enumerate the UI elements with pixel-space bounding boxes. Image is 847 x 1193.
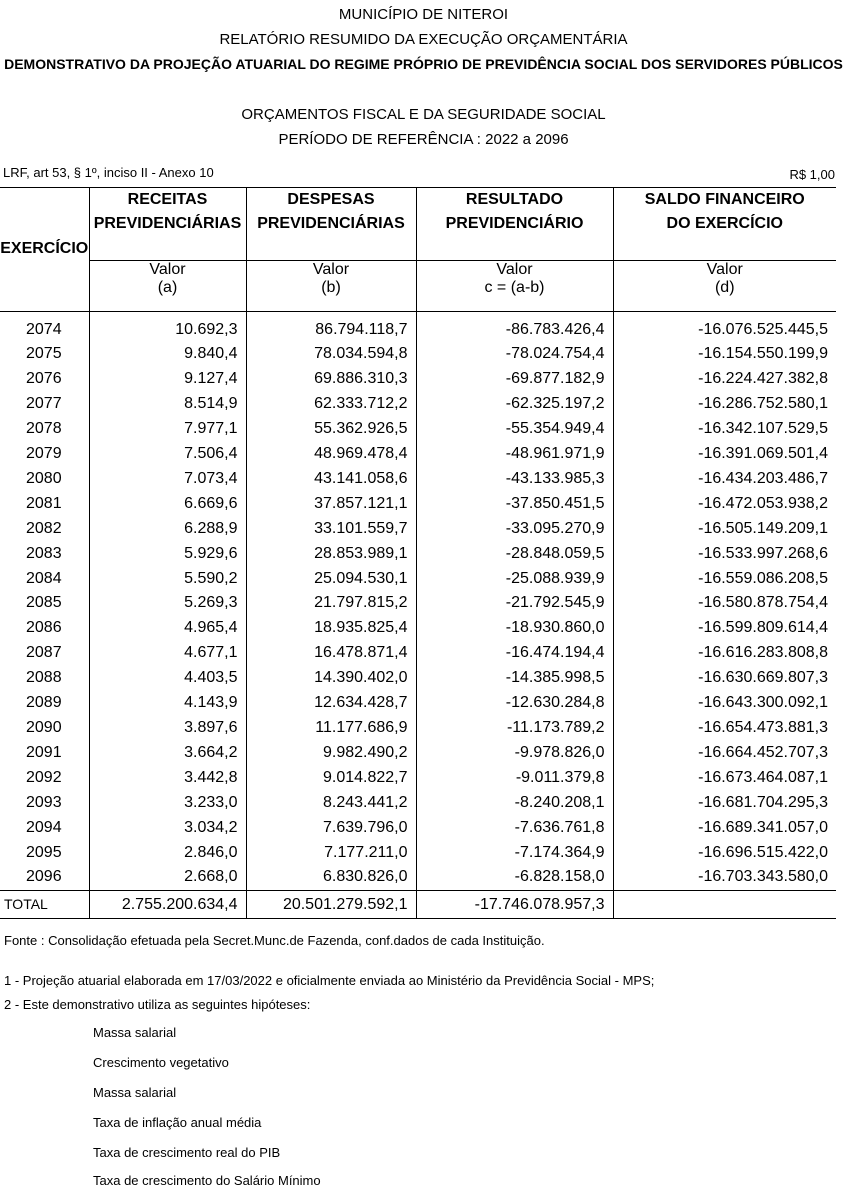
header-despesas: DESPESAS PREVIDENCIÁRIAS (246, 188, 416, 261)
header-saldo: SALDO FINANCEIRO DO EXERCÍCIO (613, 188, 836, 261)
despesas-cell: 9.982.490,2 (246, 741, 416, 766)
receitas-cell: 7.506,4 (89, 442, 246, 467)
resultado-cell: -7.636.761,8 (416, 816, 613, 841)
hypothesis-item: Taxa de crescimento real do PIB (93, 1145, 281, 1160)
despesas-cell: 37.857.121,1 (246, 492, 416, 517)
receitas-cell: 3.897,6 (89, 716, 246, 741)
saldo-cell: -16.689.341.057,0 (698, 818, 828, 836)
resultado-cell: -8.240.208,1 (416, 791, 613, 816)
hypothesis-item: Crescimento vegetativo (93, 1055, 229, 1070)
currency-unit: R$ 1,00 (789, 167, 835, 182)
year-cell: 2075 (0, 342, 89, 367)
saldo-cell: -16.703.343.580,0 (698, 868, 828, 886)
receitas-cell: 6.288,9 (89, 517, 246, 542)
receitas-cell: 5.269,3 (89, 591, 246, 616)
despesas-cell: 55.362.926,5 (246, 417, 416, 442)
resultado-cell: -25.088.939,9 (416, 567, 613, 592)
despesas-cell: 33.101.559,7 (246, 517, 416, 542)
despesas-cell: 14.390.402,0 (246, 666, 416, 691)
receitas-cell: 5.929,6 (89, 542, 246, 567)
receitas-cell: 7.073,4 (89, 467, 246, 492)
saldo-cell: -16.533.997.268,6 (698, 544, 828, 562)
despesas-cell: 43.141.058,6 (246, 467, 416, 492)
municipality-title: MUNICÍPIO DE NITEROI (338, 6, 509, 23)
saldo-cell: -16.616.283.808,8 (698, 644, 828, 662)
table-row (0, 417, 836, 442)
header-exercicio: EXERCÍCIO (0, 188, 89, 261)
table-row (0, 591, 836, 616)
saldo-cell: -16.342.107.529,5 (698, 420, 828, 438)
year-cell: 2080 (0, 467, 89, 492)
resultado-cell: -21.792.545,9 (416, 591, 613, 616)
receitas-cell: 10.692,3 (89, 311, 246, 342)
total-label: TOTAL (0, 891, 89, 919)
saldo-cell: -16.076.525.445,5 (698, 320, 828, 338)
legal-reference: LRF, art 53, § 1º, inciso II - Anexo 10 (3, 165, 214, 180)
year-cell: 2088 (0, 666, 89, 691)
resultado-cell: -48.961.971,9 (416, 442, 613, 467)
table-row (0, 492, 836, 517)
receitas-cell: 6.669,6 (89, 492, 246, 517)
year-cell: 2094 (0, 816, 89, 841)
table-row (0, 442, 836, 467)
total-despesas-cell: 20.501.279.592,1 (246, 891, 416, 919)
year-cell: 2086 (0, 616, 89, 641)
resultado-cell: -9.011.379,8 (416, 766, 613, 791)
resultado-cell: -16.474.194,4 (416, 641, 613, 666)
total-saldo-cell (613, 891, 836, 919)
report-title: RELATÓRIO RESUMIDO DA EXECUÇÃO ORÇAMENTÁRIA (219, 31, 628, 48)
statement-title: DEMONSTRATIVO DA PROJEÇÃO ATUARIAL DO REGIME PRÓPRIO DE PREVIDÊNCIA SOCIAL DOS SERVIDORES PÚBLICOS (4, 56, 843, 72)
despesas-cell: 69.886.310,3 (246, 367, 416, 392)
saldo-cell: -16.673.464.087,1 (698, 768, 828, 786)
despesas-cell: 48.969.478,4 (246, 442, 416, 467)
saldo-cell: -16.559.086.208,5 (698, 569, 828, 587)
saldo-cell: -16.391.069.501,4 (698, 445, 828, 463)
resultado-cell: -9.978.826,0 (416, 741, 613, 766)
table-row (0, 816, 836, 841)
saldo-cell: -16.599.809.614,4 (698, 619, 828, 637)
resultado-cell: -86.783.426,4 (416, 311, 613, 342)
year-cell: 2077 (0, 392, 89, 417)
year-cell: 2083 (0, 542, 89, 567)
year-cell: 2085 (0, 591, 89, 616)
resultado-cell: -43.133.985,3 (416, 467, 613, 492)
despesas-cell: 7.639.796,0 (246, 816, 416, 841)
table-row (0, 791, 836, 816)
table-row (0, 766, 836, 791)
despesas-cell: 78.034.594,8 (246, 342, 416, 367)
budget-title: ORÇAMENTOS FISCAL E DA SEGURIDADE SOCIAL (241, 106, 606, 123)
receitas-cell: 9.840,4 (89, 342, 246, 367)
subheader-b: Valor (b) (246, 260, 416, 311)
year-cell: 2076 (0, 367, 89, 392)
source-note: Fonte : Consolidação efetuada pela Secret.Munc.de Fazenda, conf.dados de cada Instituição. (4, 933, 545, 948)
subheader-empty (0, 260, 89, 311)
table-row (0, 691, 836, 716)
year-cell: 2096 (0, 865, 89, 890)
receitas-cell: 4.965,4 (89, 616, 246, 641)
resultado-cell: -37.850.451,5 (416, 492, 613, 517)
table-row (0, 517, 836, 542)
table-row (0, 616, 836, 641)
table-row (0, 367, 836, 392)
table-row (0, 741, 836, 766)
resultado-cell: -6.828.158,0 (416, 865, 613, 890)
resultado-cell: -11.173.789,2 (416, 716, 613, 741)
saldo-cell: -16.505.149.209,1 (698, 519, 828, 537)
table-row (0, 641, 836, 666)
table-row (0, 342, 836, 367)
note-2: 2 - Este demonstrativo utiliza as seguintes hipóteses: (4, 997, 311, 1012)
saldo-cell: -16.654.473.881,3 (698, 719, 828, 736)
resultado-cell: -14.385.998,5 (416, 666, 613, 691)
saldo-cell: -16.472.053.938,2 (698, 494, 828, 512)
table-row (0, 542, 836, 567)
resultado-cell: -18.930.860,0 (416, 616, 613, 641)
table-row (0, 841, 836, 866)
year-cell: 2092 (0, 766, 89, 791)
table-row (0, 716, 836, 741)
resultado-cell: -62.325.197,2 (416, 392, 613, 417)
saldo-cell: -16.580.878.754,4 (698, 594, 828, 612)
resultado-cell: -78.024.754,4 (416, 342, 613, 367)
receitas-cell: 5.590,2 (89, 567, 246, 592)
despesas-cell: 9.014.822,7 (246, 766, 416, 791)
receitas-cell: 7.977,1 (89, 417, 246, 442)
despesas-cell: 12.634.428,7 (246, 691, 416, 716)
table-row (0, 392, 836, 417)
receitas-cell: 3.442,8 (89, 766, 246, 791)
year-cell: 2079 (0, 442, 89, 467)
resultado-cell: -33.095.270,9 (416, 517, 613, 542)
header-receitas: RECEITAS PREVIDENCIÁRIAS (89, 188, 246, 261)
saldo-cell: -16.630.669.807,3 (698, 669, 828, 687)
receitas-cell: 4.143,9 (89, 691, 246, 716)
note-1: 1 - Projeção atuarial elaborada em 17/03/2022 e oficialmente enviada ao Ministério da Previdência Social - MPS; (4, 973, 655, 988)
saldo-cell: -16.434.203.486,7 (698, 469, 828, 487)
saldo-cell: -16.681.704.295,3 (698, 793, 828, 811)
despesas-cell: 62.333.712,2 (246, 392, 416, 417)
year-cell: 2082 (0, 517, 89, 542)
year-cell: 2081 (0, 492, 89, 517)
year-cell: 2078 (0, 417, 89, 442)
subheader-a: Valor (a) (89, 260, 246, 311)
resultado-cell: -69.877.182,9 (416, 367, 613, 392)
saldo-cell: -16.643.300.092,1 (698, 694, 828, 712)
saldo-cell: -16.224.427.382,8 (698, 370, 828, 388)
despesas-cell: 86.794.118,7 (246, 311, 416, 342)
receitas-cell: 3.233,0 (89, 791, 246, 816)
resultado-cell: -12.630.284,8 (416, 691, 613, 716)
total-receitas-cell: 2.755.200.634,4 (89, 891, 246, 919)
year-cell: 2087 (0, 641, 89, 666)
year-cell: 2090 (0, 716, 89, 741)
year-cell: 2093 (0, 791, 89, 816)
subheader-d: Valor (d) (613, 260, 836, 311)
year-cell: 2084 (0, 567, 89, 592)
hypothesis-item: Taxa de inflação anual média (93, 1115, 262, 1130)
year-cell: 2095 (0, 841, 89, 866)
resultado-cell: -28.848.059,5 (416, 542, 613, 567)
subheader-c: Valor c = (a-b) (416, 260, 613, 311)
period-title: PERÍODO DE REFERÊNCIA : 2022 a 2096 (278, 131, 569, 148)
year-cell: 2089 (0, 691, 89, 716)
hypothesis-item: Massa salarial (93, 1025, 177, 1040)
table-row (0, 865, 836, 890)
despesas-cell: 25.094.530,1 (246, 567, 416, 592)
saldo-cell: -16.696.515.422,0 (698, 843, 828, 861)
receitas-cell: 8.514,9 (89, 392, 246, 417)
hypothesis-item: Taxa de crescimento do Salário Mínimo (93, 1173, 321, 1188)
despesas-cell: 7.177.211,0 (246, 841, 416, 866)
table-row (0, 666, 836, 691)
projection-table (0, 187, 836, 919)
despesas-cell: 6.830.826,0 (246, 865, 416, 890)
hypothesis-item: Massa salarial (93, 1085, 177, 1100)
resultado-cell: -55.354.949,4 (416, 417, 613, 442)
saldo-cell: -16.154.550.199,9 (698, 345, 828, 363)
saldo-cell: -16.286.752.580,1 (698, 395, 828, 413)
despesas-cell: 18.935.825,4 (246, 616, 416, 641)
table-row (0, 567, 836, 592)
year-cell: 2091 (0, 741, 89, 766)
total-resultado-cell: -17.746.078.957,3 (416, 891, 613, 919)
despesas-cell: 28.853.989,1 (246, 542, 416, 567)
receitas-cell: 4.403,5 (89, 666, 246, 691)
receitas-cell: 3.034,2 (89, 816, 246, 841)
receitas-cell: 2.846,0 (89, 841, 246, 866)
receitas-cell: 3.664,2 (89, 741, 246, 766)
resultado-cell: -7.174.364,9 (416, 841, 613, 866)
table-row (0, 467, 836, 492)
despesas-cell: 8.243.441,2 (246, 791, 416, 816)
total-row (0, 891, 836, 919)
receitas-cell: 9.127,4 (89, 367, 246, 392)
despesas-cell: 21.797.815,2 (246, 591, 416, 616)
receitas-cell: 4.677,1 (89, 641, 246, 666)
despesas-cell: 11.177.686,9 (246, 716, 416, 741)
despesas-cell: 16.478.871,4 (246, 641, 416, 666)
saldo-cell: -16.664.452.707,3 (698, 743, 828, 761)
receitas-cell: 2.668,0 (89, 865, 246, 890)
year-cell: 2074 (0, 311, 89, 342)
header-resultado: RESULTADO PREVIDENCIÁRIO (416, 188, 613, 261)
table-row (0, 311, 836, 342)
